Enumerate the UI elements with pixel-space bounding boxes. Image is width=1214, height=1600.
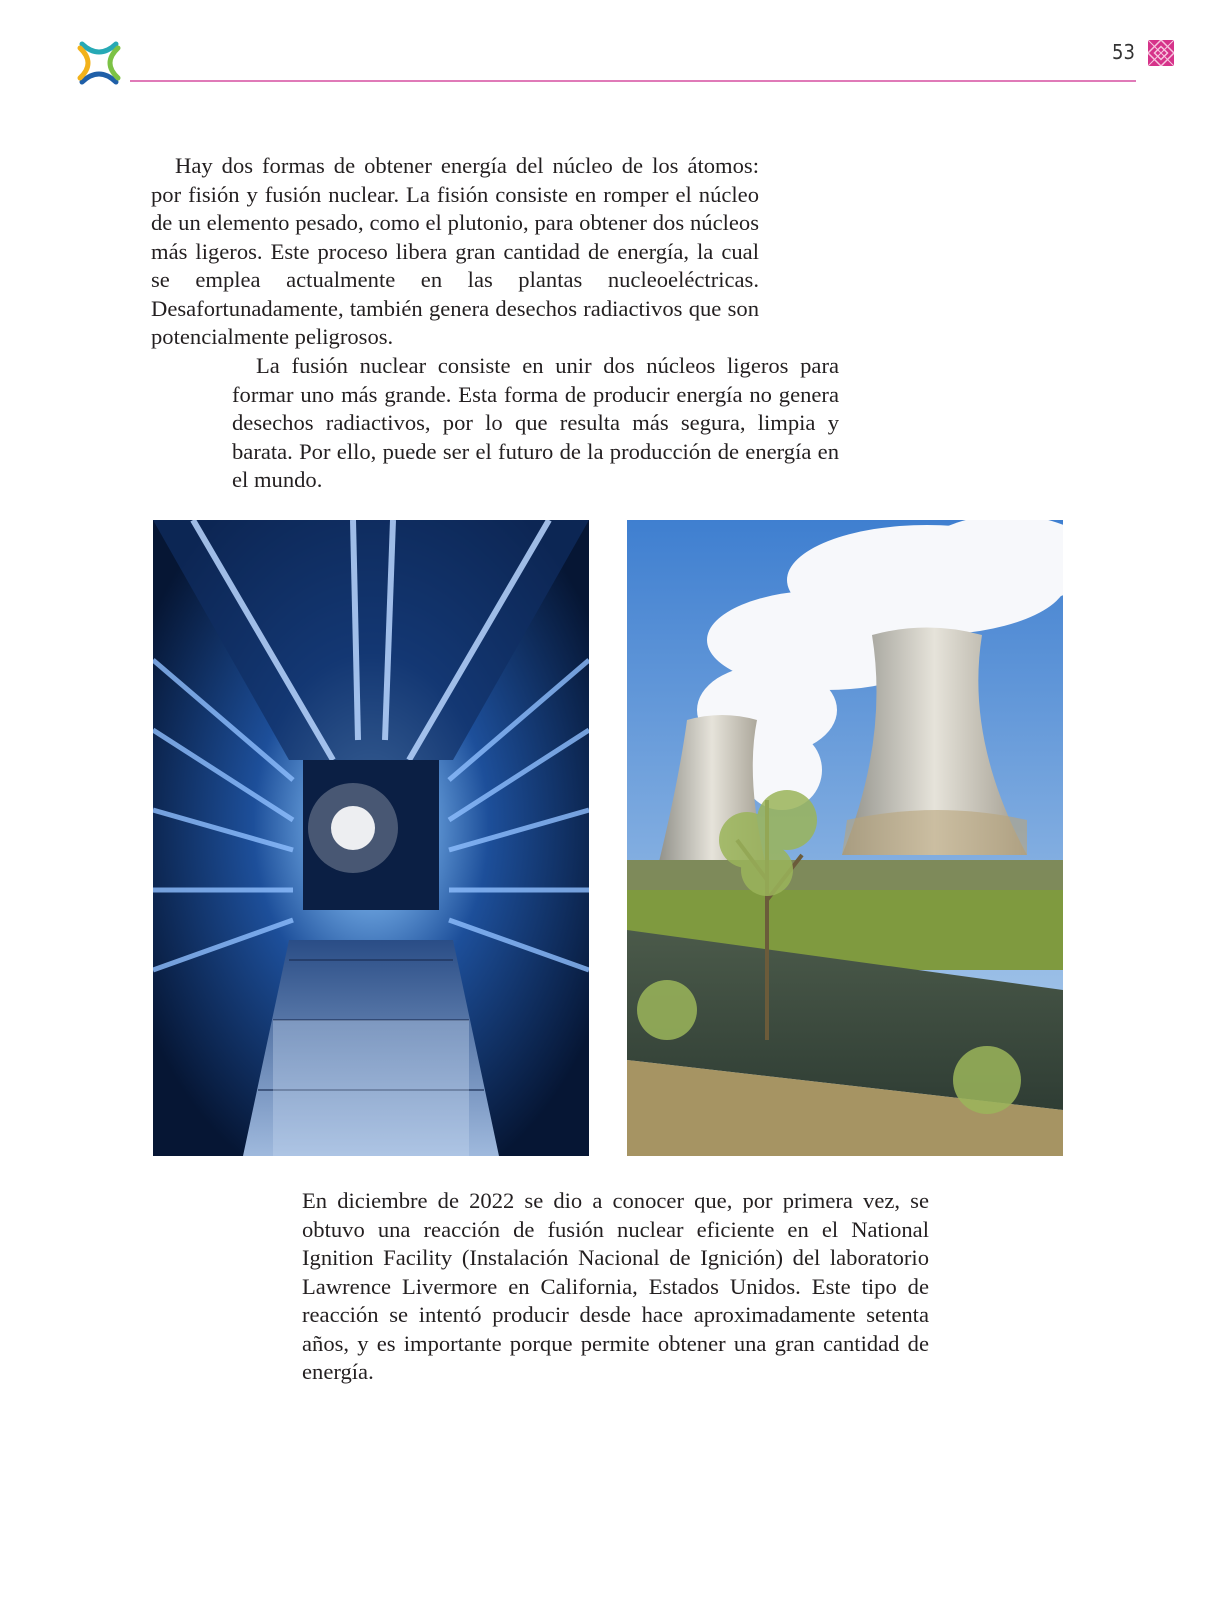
pink-pattern-icon — [1148, 40, 1174, 66]
interlinked-rings-logo-icon — [74, 38, 124, 88]
fusion-facility-photo — [153, 520, 589, 1156]
header-rule — [130, 80, 1136, 82]
paragraph-ignition-facility: En diciembre de 2022 se dio a conocer que, por primera vez, se obtuvo una reacción de fusión nuclear eficiente en el National Ignition Facility (Instalación Nacional de Ignición) del laboratorio Lawrence Livermore en California, Estados Unidos. Este tipo de reacción se intentó producir desde hace aproximadamente setenta años, y es importante porque permite obtener una gran cantidad de energía. — [302, 1188, 929, 1384]
paragraph-fission: Hay dos formas de obtener energía del núcleo de los átomos: por fisión y fusión nuclear. La fisión consiste en romper el núcleo de un elemento pesado, como el plutonio, para obtener dos núcleos más ligeros. Este proceso libera gran cantidad de energía, la cual se emplea actualmente en las plantas nucleoeléctricas. Desafortunadamente, también genera desechos radiactivos que son potencialmente peligrosos. — [151, 153, 759, 349]
paragraph-fusion: La fusión nuclear consiste en unir dos núcleos ligeros para formar uno más grande. Esta forma de producir energía no genera desechos radiactivos, por lo que resulta más segura, limpia y barata. Por ello, puede ser el futuro de la producción de energía en el mundo. — [232, 353, 839, 492]
cooling-towers-photo — [627, 520, 1063, 1156]
page-number: 53 — [1112, 40, 1135, 64]
